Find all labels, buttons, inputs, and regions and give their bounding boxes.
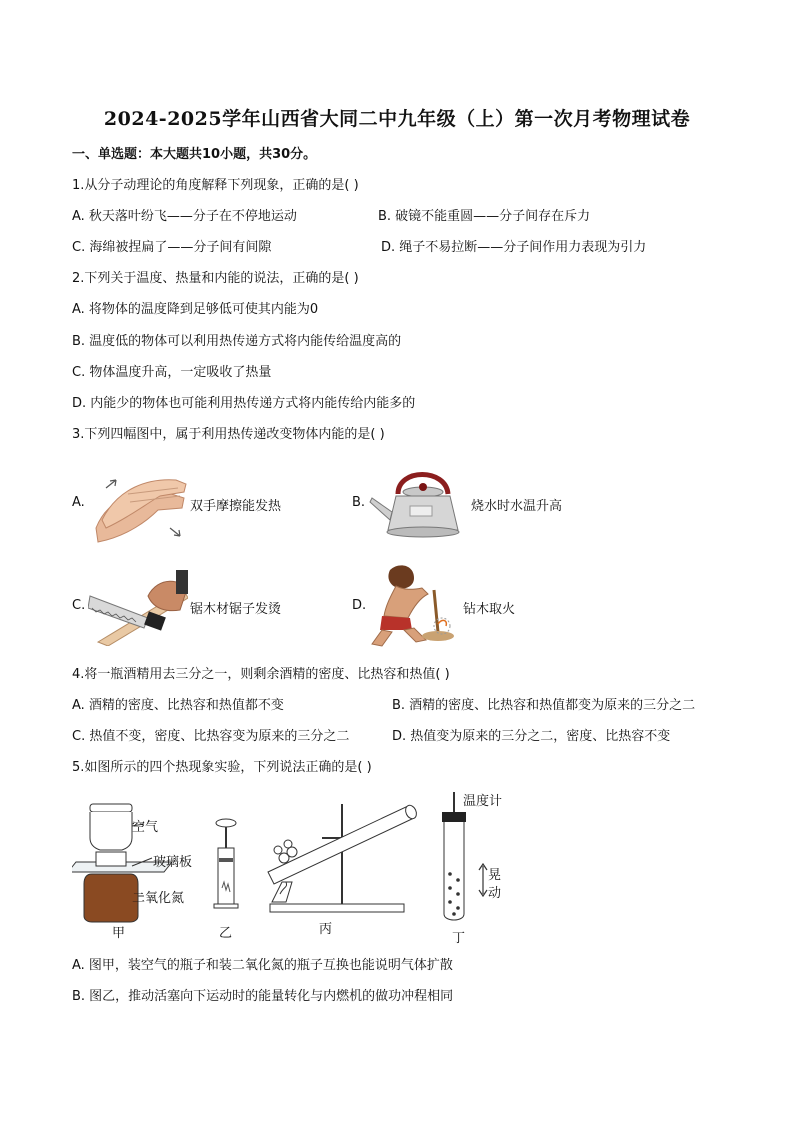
q3-option-d-letter: D. <box>352 598 367 613</box>
drill-wood-fire-image <box>368 560 464 648</box>
q4-option-d: D. 热值变为原来的三分之二，密度、比热容不变 <box>392 729 671 744</box>
q2-option-d: D. 内能少的物体也可能利用热传递方式将内能传给内能多的 <box>72 396 416 411</box>
q5-option-b: B. 图乙，推动活塞向下运动时的能量转化与内燃机的做功冲程相同 <box>72 989 454 1004</box>
q3-option-d-text: 钻木取火 <box>463 602 516 617</box>
figure-bing-test-tube <box>262 790 422 914</box>
label-bing: 丙 <box>319 922 333 937</box>
label-no2: 二氧化氮 <box>132 891 185 906</box>
figure-ding-thermometer <box>434 790 474 926</box>
label-jia: 甲 <box>112 926 126 941</box>
label-yi: 乙 <box>219 926 233 941</box>
saw-wood-image <box>88 566 188 646</box>
q2-option-b: B. 温度低的物体可以利用热传递方式将内能传给温度高的 <box>72 334 402 349</box>
q3-option-a-letter: A. <box>72 495 85 510</box>
label-ding: 丁 <box>452 931 466 946</box>
q3-option-a-text: 双手摩擦能发热 <box>190 499 282 514</box>
label-glass-plate: 玻璃板 <box>153 855 193 870</box>
q2-option-a: A. 将物体的温度降到足够低可使其内能为0 <box>72 302 319 317</box>
shake-arrow-icon <box>478 862 488 898</box>
q1-option-b: B. 破镜不能重圆——分子间存在斥力 <box>378 209 591 224</box>
label-shake-1: 晃 <box>488 868 502 883</box>
hands-rubbing-image <box>88 458 188 544</box>
q1-option-a: A. 秋天落叶纷飞——分子在不停地运动 <box>72 209 297 224</box>
q4-stem: 4.将一瓶酒精用去三分之一，则剩余酒精的密度、比热容和热值( ) <box>72 667 450 682</box>
q3-option-c-letter: C. <box>72 598 86 613</box>
q1-option-c: C. 海绵被捏扁了——分子间有间隙 <box>72 240 272 255</box>
label-thermometer: 温度计 <box>463 794 503 809</box>
q5-stem: 5.如图所示的四个热现象实验，下列说法正确的是( ) <box>72 760 372 775</box>
q1-stem: 1.从分子动理论的角度解释下列现象，正确的是( ) <box>72 178 359 193</box>
kettle-image <box>368 460 468 546</box>
q2-stem: 2.下列关于温度、热量和内能的说法，正确的是( ) <box>72 271 359 286</box>
q5-option-a: A. 图甲，装空气的瓶子和装二氧化氮的瓶子互换也能说明气体扩散 <box>72 958 453 973</box>
q3-option-c-text: 锯木材锯子发烫 <box>190 602 282 617</box>
q1-option-d: D. 绳子不易拉断——分子间作用力表现为引力 <box>381 240 647 255</box>
label-air: 空气 <box>132 820 159 835</box>
q3-option-b-letter: B. <box>352 495 366 510</box>
q4-option-a: A. 酒精的密度、比热容和热值都不变 <box>72 698 284 713</box>
q3-stem: 3.下列四幅图中，属于利用热传递改变物体内能的是( ) <box>72 427 385 442</box>
q4-option-b: B. 酒精的密度、比热容和热值都变为原来的三分之二 <box>392 698 696 713</box>
section-heading: 一、单选题：本大题共10小题，共30分。 <box>72 147 317 162</box>
q2-option-c: C. 物体温度升高，一定吸收了热量 <box>72 365 272 380</box>
q4-option-c: C. 热值不变，密度、比热容变为原来的三分之二 <box>72 729 350 744</box>
label-shake-2: 动 <box>488 886 502 901</box>
page-title: 2024-2025学年山西省大同二中九年级（上）第一次月考物理试卷 <box>103 108 691 130</box>
q3-option-b-text: 烧水时水温升高 <box>471 499 563 514</box>
figure-yi-piston <box>208 818 244 910</box>
